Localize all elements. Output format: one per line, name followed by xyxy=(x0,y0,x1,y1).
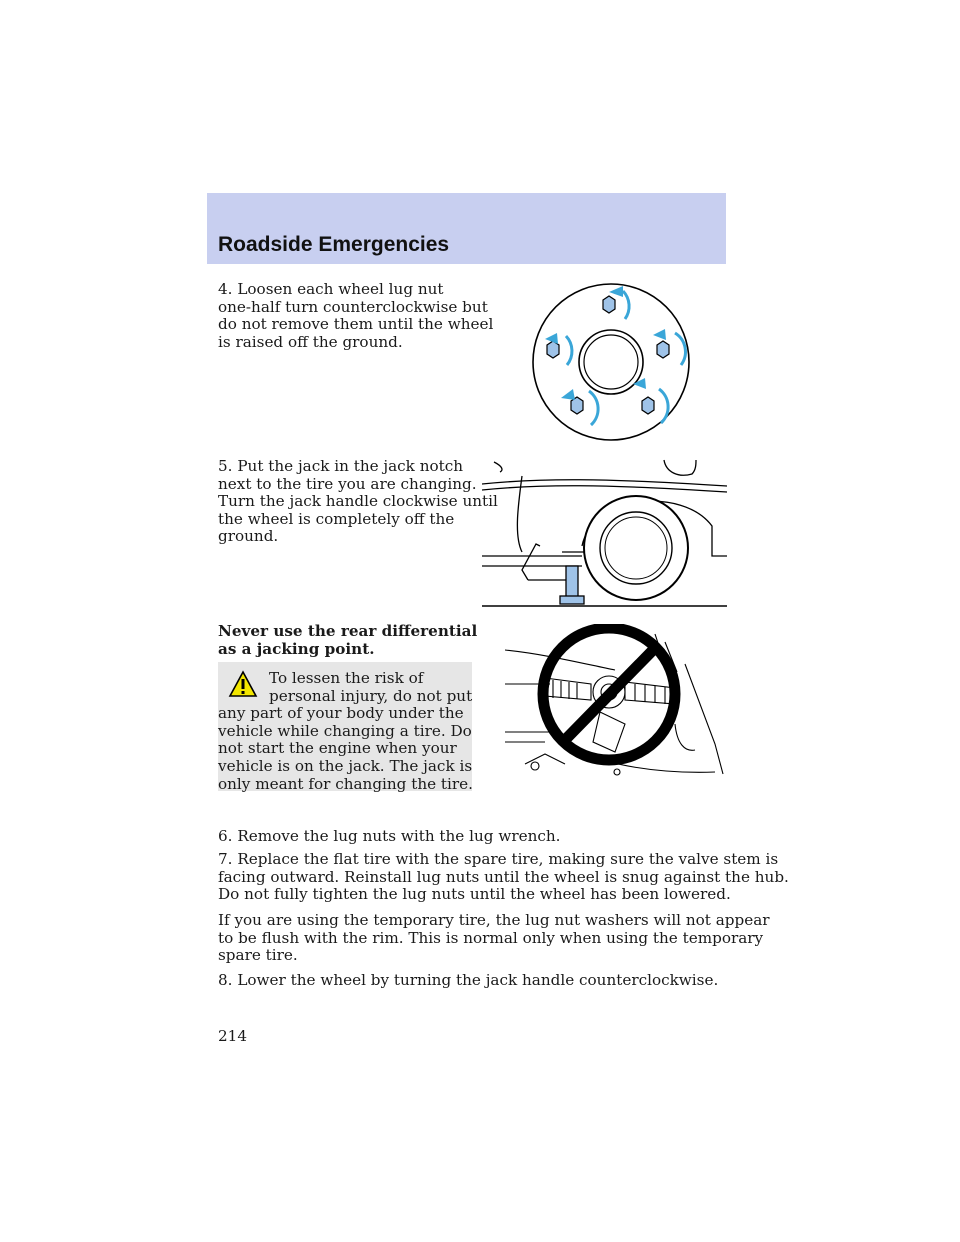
car-on-jack-icon xyxy=(482,456,727,608)
differential-caution-text: Never use the rear differential as a jacking point. xyxy=(218,622,478,658)
wheel-lug-nut-pattern-icon xyxy=(525,283,705,443)
step-7-text: 7. Replace the flat tire with the spare tire, making sure the valve stem is facing outward. Reinstall lug nuts until the wheel is snug against the hub. Do not fully tighten the lug nuts until the wheel has been lowered. xyxy=(218,850,789,904)
step-4-text: 4. Loosen each wheel lug nut one-half turn counterclockwise but do not remove them until the wheel is raised off the ground. xyxy=(218,280,494,351)
prohibited-differential-icon xyxy=(505,624,727,780)
page-number: 214 xyxy=(218,1027,247,1045)
step-6-text: 6. Remove the lug nuts with the lug wrench. xyxy=(218,827,561,845)
temporary-tire-note: If you are using the temporary tire, the lug nut washers will not appear to be flush with the rim. This is normal only when using the temporary spare tire. xyxy=(218,911,770,965)
step-5-text: 5. Put the jack in the jack notch next to the tire you are changing. Turn the jack handle clockwise until the wheel is completely off the ground. xyxy=(218,457,498,546)
section-title: Roadside Emergencies xyxy=(218,233,450,256)
warning-text: To lessen the risk of personal injury, do not put any part of your body under the vehicle while changing a tire. Do not start the engine when your vehicle is on the jack. The jack is only meant for changing the tire. xyxy=(218,669,473,793)
step-8-text: 8. Lower the wheel by turning the jack handle counterclockwise. xyxy=(218,971,719,989)
warning-box xyxy=(218,662,472,791)
